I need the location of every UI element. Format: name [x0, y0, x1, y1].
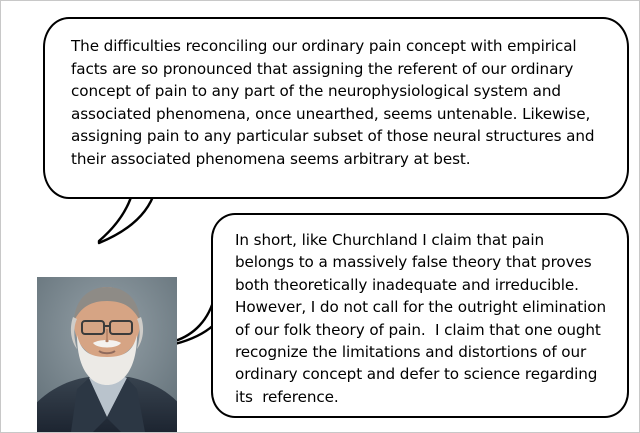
bottom-speech-bubble	[211, 213, 629, 418]
top-speech-bubble	[43, 17, 629, 199]
bottom-speech-bubble-text: In short, like Churchland I claim that pain belongs to a massively false theory that proves both theoretically inadequate and irreducible. However, I do not call for the outright elimination of our folk theory of pain. I claim that one ought recognize the limitations and distortions of our ordinary concept and defer to science regarding its reference.	[235, 231, 611, 406]
top-speech-bubble-text: The difficulties reconciling our ordinary pain concept with empirical facts are so pronounced that assigning the referent of our ordinary concept of pain to any part of the neurophysiological system and associated phenomena, once unearthed, seems untenable. Likewise, assigning pain to any particular subset of those neural structures and their associated phenomena seems arbitrary at best.	[71, 37, 600, 168]
portrait-photo	[37, 277, 177, 432]
